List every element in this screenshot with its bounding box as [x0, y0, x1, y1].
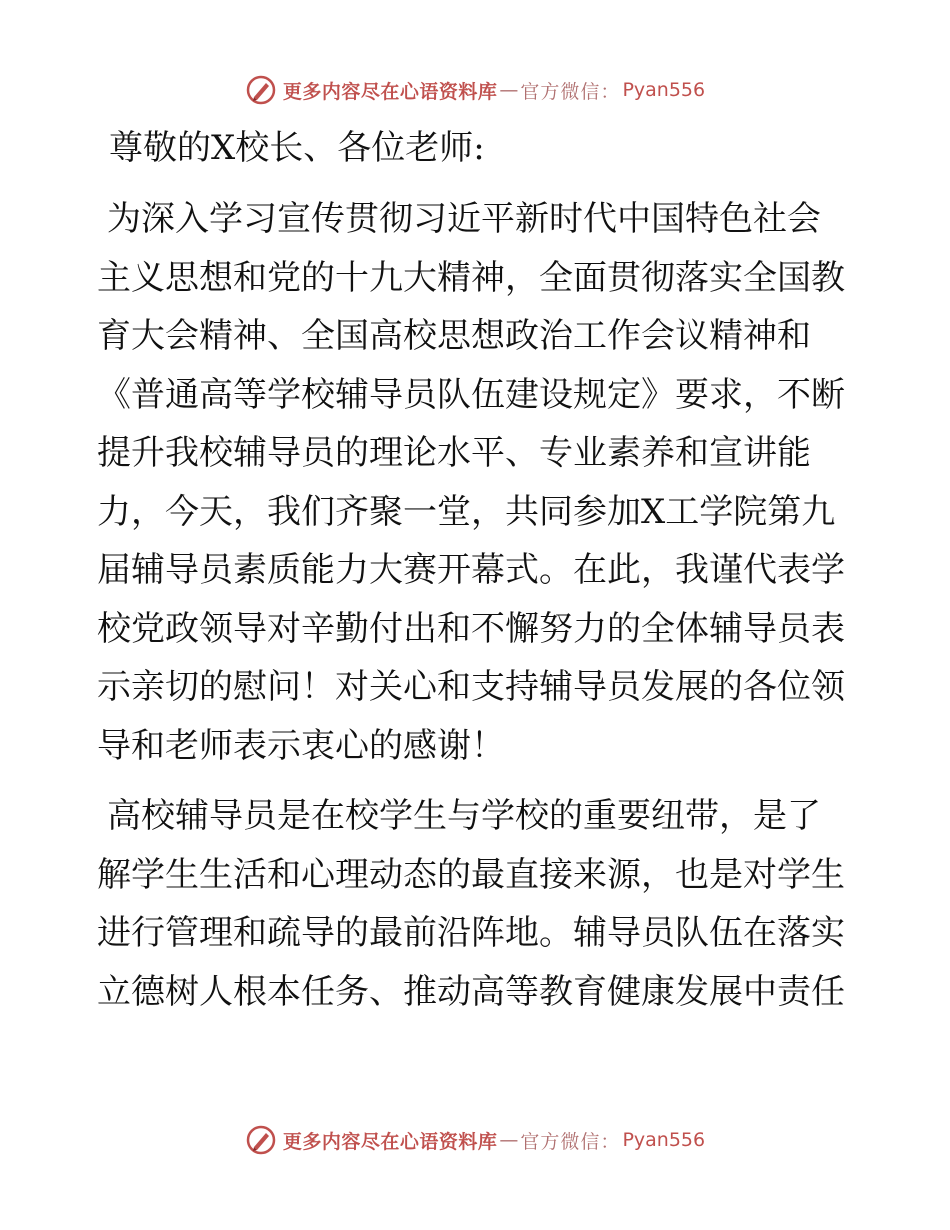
- paragraph: [97, 787, 857, 1021]
- paragraph-line: 校党政领导对辛勤付出和不懈努力的全体辅导员表: [97, 608, 845, 649]
- paragraph-line: 育大会精神、全国高校思想政治工作会议精神和: [97, 316, 811, 356]
- pen-in-circle-logo-icon: [245, 74, 277, 106]
- paragraph: [97, 190, 857, 775]
- paragraph-line: 提升我校辅导员的理论水平、专业素养和宣讲能: [97, 433, 811, 473]
- paragraph-line: 进行管理和疏导的最前沿阵地。辅导员队伍在落实: [97, 913, 845, 953]
- header-watermark: [0, 70, 950, 110]
- paragraph-line: 导和老师表示衷心的感谢！: [97, 725, 505, 766]
- paragraph-line: 解学生生活和心理动态的最直接来源，也是对学生: [97, 854, 845, 895]
- document-body: [97, 118, 857, 1033]
- pen-in-circle-logo-icon: [245, 1124, 277, 1156]
- watermark-wechat-id: Pyan556: [622, 79, 706, 101]
- paragraph-line: 高校辅导员是在校学生与学校的重要纽带，是了: [107, 796, 821, 836]
- watermark-dash: —: [499, 1129, 519, 1151]
- paragraph-line: 《普通高等学校辅导员队伍建设规定》要求，不断: [97, 374, 845, 415]
- watermark-wechat-id: Pyan556: [622, 1129, 706, 1151]
- watermark-main-text: 更多内容尽在心语资料库: [282, 80, 498, 103]
- watermark-main-text: 更多内容尽在心语资料库: [282, 1130, 498, 1153]
- paragraph-line: 主义思想和党的十九大精神，全面贯彻落实全国教: [97, 257, 845, 298]
- paragraph-line: 届辅导员素质能力大赛开幕式。在此，我谨代表学: [97, 550, 845, 590]
- watermark-side-text: 官方微信：: [520, 1130, 621, 1153]
- paragraph-line: 立德树人根本任务、推动高等教育健康发展中责任: [97, 971, 845, 1012]
- watermark-dash: —: [499, 79, 519, 101]
- paragraph-line: 为深入学习宣传贯彻习近平新时代中国特色社会: [107, 199, 821, 239]
- paragraph-line: 示亲切的慰问！对关心和支持辅导员发展的各位领: [97, 667, 845, 707]
- paragraph-line: 力，今天，我们齐聚一堂，共同参加X工学院第九: [97, 491, 836, 532]
- salutation: 尊敬的X校长、各位老师:: [109, 128, 485, 168]
- footer-watermark: [0, 1120, 950, 1160]
- watermark-side-text: 官方微信：: [520, 80, 621, 103]
